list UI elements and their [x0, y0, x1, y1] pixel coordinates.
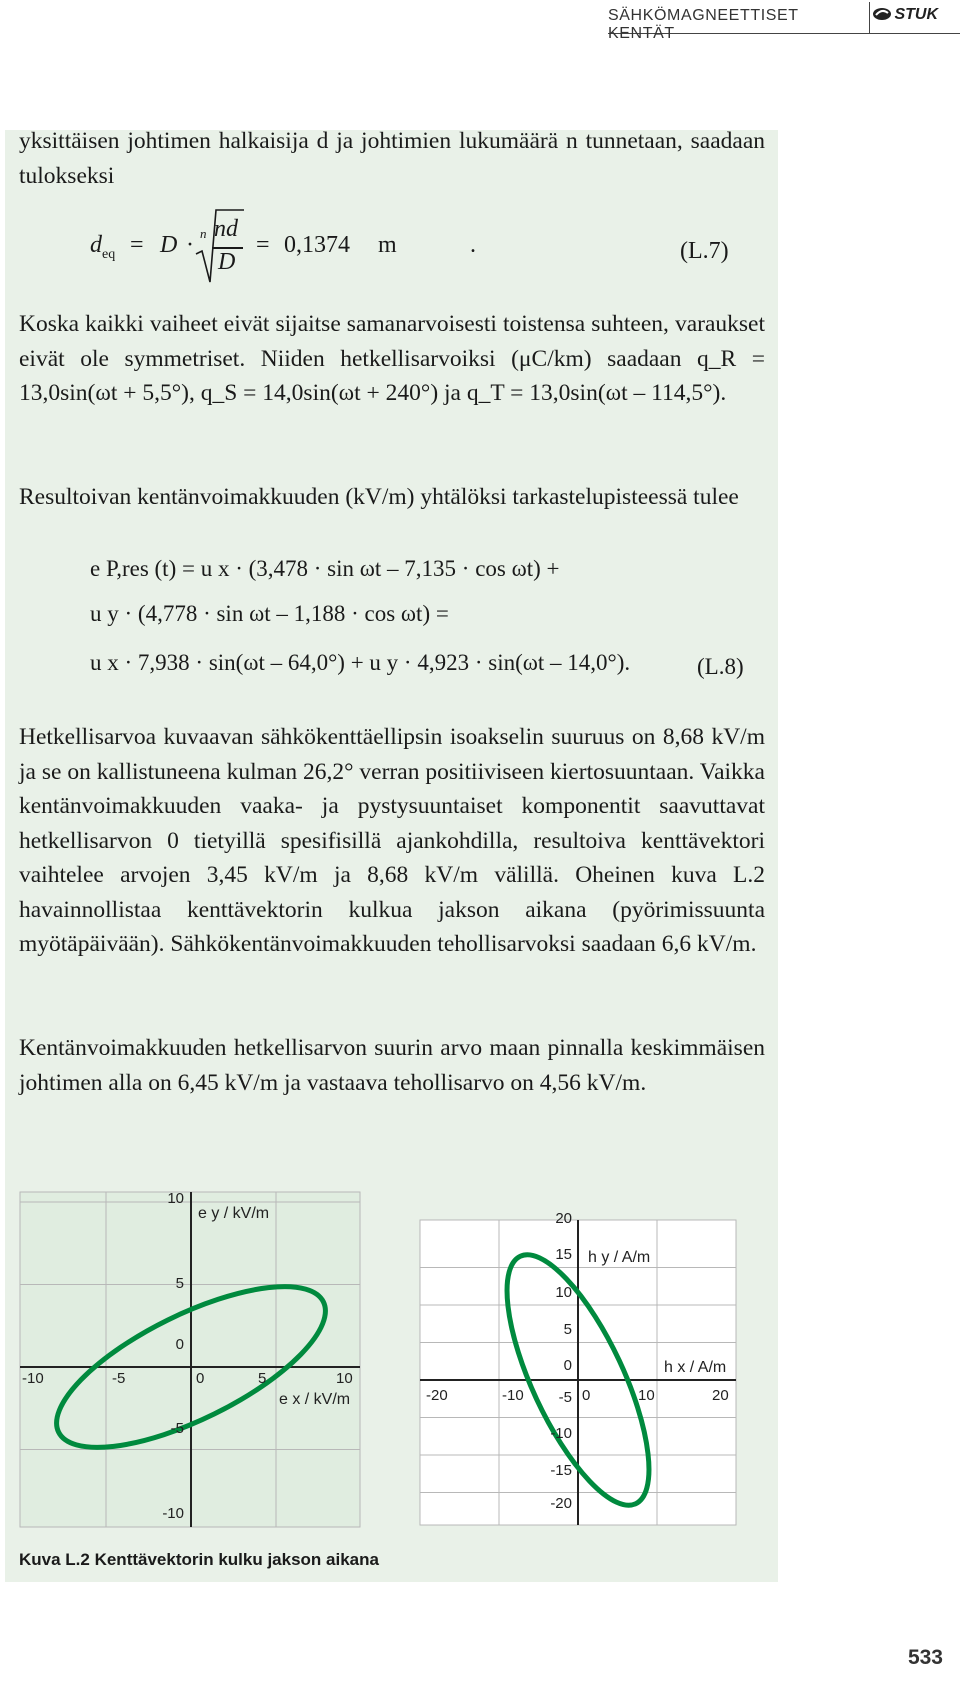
eq7-period: . [470, 232, 476, 258]
eq7-root-index: n [200, 226, 207, 241]
eq7-numerator: nd [214, 216, 238, 242]
paragraph-5 [19, 1031, 765, 1100]
header-divider [869, 2, 871, 33]
logo-text: STUK [894, 6, 938, 23]
eq7-D: D [160, 232, 178, 258]
chart2-y-tick-label: -20 [550, 1495, 572, 1512]
chart2-y-tick-label: 10 [555, 1284, 572, 1301]
chart2-y-tick-label: -15 [550, 1462, 572, 1479]
chart2-y-tick-label: -10 [550, 1425, 572, 1442]
chart2-y-tick-label: 15 [555, 1246, 572, 1263]
eq8-label: (L.8) [697, 654, 744, 679]
eq8-line2: u y · (4,778 · sin ωt – 1,188 · cos ωt) = [90, 601, 449, 626]
chart1-x-tick-label: 0 [196, 1370, 205, 1387]
eq7-unit: m [378, 232, 397, 258]
running-header [608, 0, 960, 42]
chart2-x-tick-label: 10 [638, 1387, 655, 1404]
chart2-x-tick-label: -10 [502, 1387, 524, 1404]
page-number: 533 [907, 1646, 943, 1669]
chart1-y-label: e y / kV/m [198, 1205, 270, 1222]
section-title: SÄHKÖMAGNEETTISET KENTÄT [608, 7, 799, 42]
eq8-line3: u x · 7,938 · sin(ωt – 64,0°) + u y · 4,923 · sin(ωt – 14,0°). [90, 650, 631, 675]
chart2-y-tick-label: 20 [555, 1210, 572, 1227]
paragraph-4 [19, 720, 765, 962]
chart2-y-label: h y / A/m [588, 1249, 651, 1266]
chart1-y-tick-label: 0 [175, 1336, 184, 1353]
paragraph-2 [19, 307, 765, 411]
chart2-y-tick-label: 5 [563, 1321, 572, 1338]
p5-text: Kentänvoimakkuuden hetkellisarvon suurin arvo maan pinnalla keskimmäisen johtimen alla on 6,45 kV/m ja vastaava tehollisarvo on 4,56 kV/m. [19, 1035, 765, 1096]
chart1-x-tick-label: -10 [22, 1370, 44, 1387]
eq7-lhs: d [90, 232, 102, 258]
eq7-denominator: D [218, 249, 236, 275]
eq7-eq2: = [256, 232, 270, 258]
figure-caption: Kuva L.2 Kenttävektorin kulku jakson aikana [19, 1550, 379, 1569]
eq7-label: (L.7) [680, 238, 729, 264]
eq7-value: 0,1374 [284, 232, 350, 258]
chart2-y-tick-label: -5 [558, 1389, 572, 1406]
p3-text: Resultoivan kentänvoimakkuuden (kV/m) yhtälöksi tarkastelupisteessä tulee [19, 484, 739, 510]
chart2-x-tick-label: 20 [712, 1387, 729, 1404]
chart2-x-tick-label: -20 [426, 1387, 448, 1404]
chart1-y-tick-label: -5 [170, 1420, 184, 1437]
chart1-y-tick-label: 10 [167, 1190, 184, 1207]
chart2-x-label: h x / A/m [664, 1359, 727, 1376]
p1-text: yksittäisen johtimen halkaisija d ja johtimien lukumäärä n tunnetaan, saadaan tulokseksi [19, 128, 765, 189]
eq7-dot: · [186, 232, 194, 258]
chart2-x-tick-label: 0 [582, 1387, 591, 1404]
chart1-y-tick-label: -10 [162, 1505, 184, 1522]
stuk-logo-icon [872, 7, 892, 21]
chart1-x-tick-label: -5 [112, 1370, 126, 1387]
magnetic-field-chart [420, 1210, 736, 1525]
chart1-x-tick-label: 5 [258, 1370, 267, 1387]
paragraph-1 [19, 124, 765, 193]
paragraph-3 [19, 480, 765, 515]
chart2-y-tick-label: 0 [563, 1357, 572, 1374]
p4-text: Hetkellisarvoa kuvaavan sähkökenttäellipsin isoakselin suuruus on 8,68 kV/m ja se on kallistuneena kulman 26,2° verran positiiviseen kiertosuuntaan. Vaikka kentänvoimakkuuden vaaka- ja pystysuuntaiset komponentit saavuttavat hetkellisarvon 0 tietyillä spesifisillä ajankohdilla, resultoiva kenttävektori vaihtelee arvojen 3,45 kV/m ja 8,68 kV/m välillä. Oheinen kuva L.2 havainnollistaa kenttävektorin kulkua jakson aikana (pyörimissuunta myötäpäivään). Sähkökentänvoimakkuuden tehollisarvoksi saadaan 6,6 kV/m. [19, 724, 765, 957]
eq7-eq1: = [130, 232, 144, 258]
chart1-x-label: e x / kV/m [279, 1391, 351, 1408]
eq7-lhs-sub: eq [102, 247, 116, 262]
eq8-line1: e P,res (t) = u x · (3,478 · sin ωt – 7,135 · cos ωt) + [90, 556, 560, 581]
p2-text: Koska kaikki vaiheet eivät sijaitse samanarvoisesti toistensa suhteen, varaukset eivät ole symmetriset. Niiden hetkellisarvoiksi (μC/km) saadaan q_R = 13,0sin(ωt + 5,5°), q_S = 14,0sin(ωt + 240°) ja q_T = 13,0sin(ωt – 114,5°). [19, 311, 765, 406]
stuk-logo [872, 6, 938, 24]
electric-field-chart [20, 1192, 360, 1527]
chart1-y-tick-label: 5 [175, 1275, 184, 1292]
chart1-x-tick-label: 10 [336, 1370, 353, 1387]
